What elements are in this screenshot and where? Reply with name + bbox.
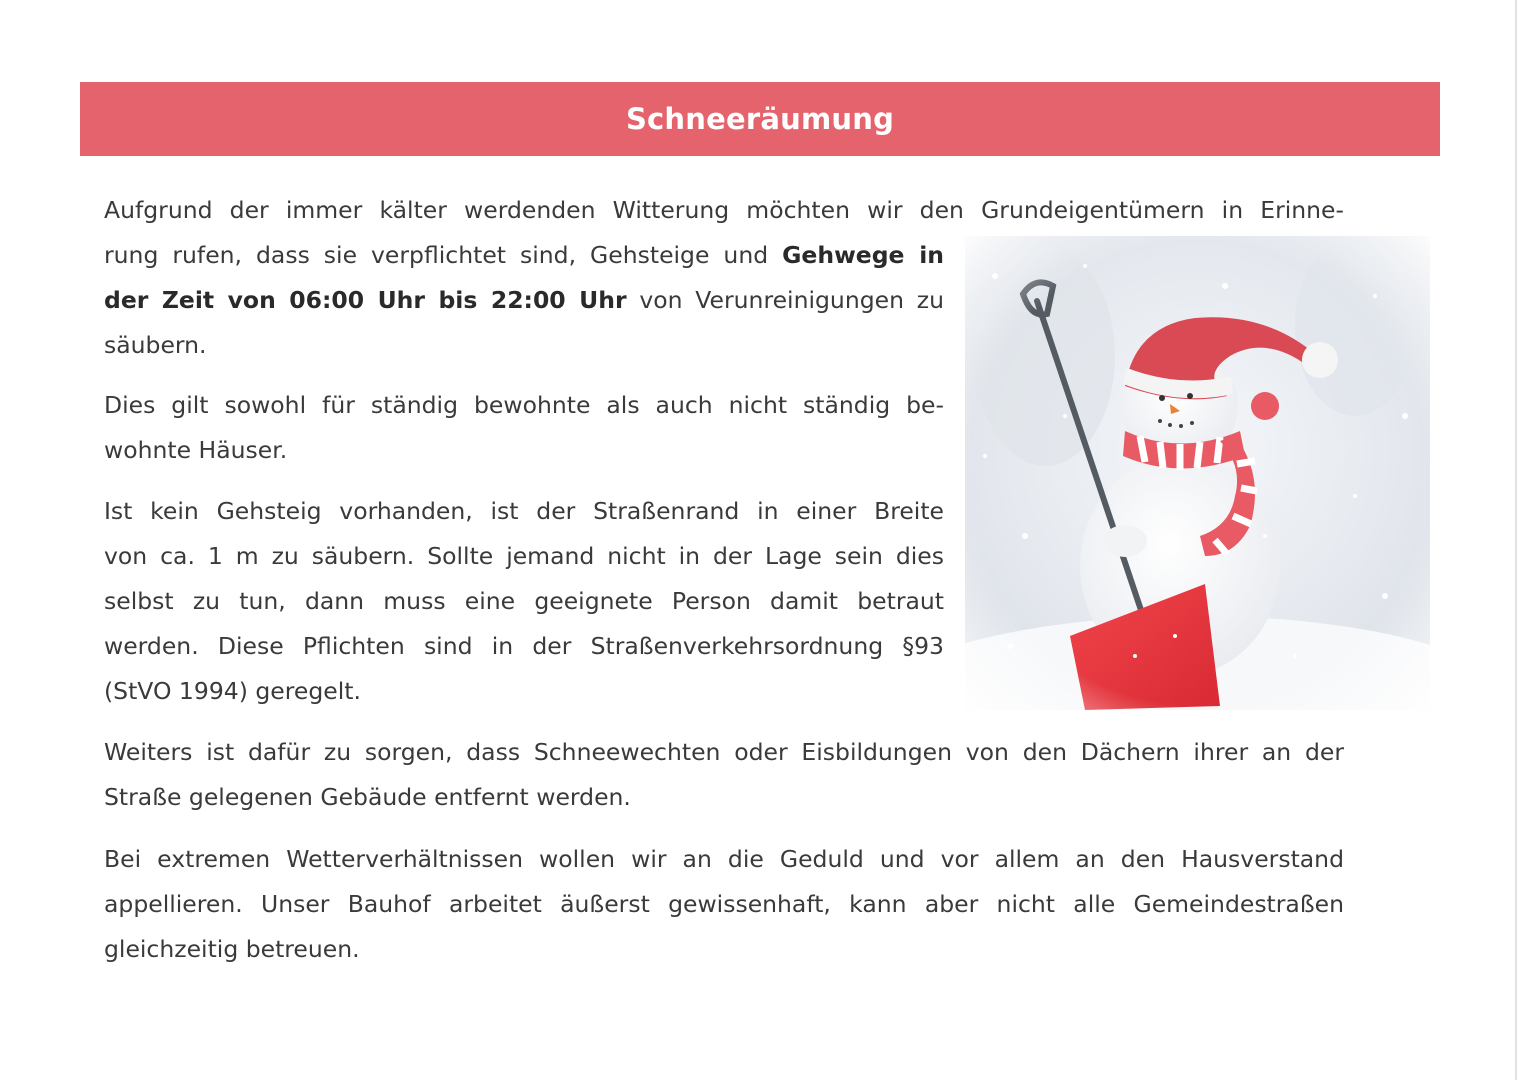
text-line: Straße gelegenen Gebäude entfernt werden. — [104, 783, 631, 811]
text-line: Aufgrund der immer kälter werdenden Witterung möchten wir den Grundeigentümern in Erinne- — [104, 196, 1344, 224]
text-line: appellieren. Unser Bauhof arbeitet äußerst gewissenhaft, kann aber nicht alle Gemeindestraßen — [104, 890, 1344, 918]
bold-text-time: der Zeit von 06:00 Uhr bis 22:00 Uhr — [104, 286, 627, 314]
text-line: werden. Diese Pflichten sind in der Straßenverkehrsordnung §93 — [104, 632, 944, 660]
page-title: Schneeräumung — [625, 102, 895, 136]
text-line: säubern. — [104, 331, 207, 359]
text-line: Ist kein Gehsteig vorhanden, ist der Straßenrand in einer Breite — [104, 497, 944, 525]
bold-text: Gehwege in — [782, 241, 944, 269]
paragraph-no-sidewalk — [104, 489, 944, 714]
text-line: selbst zu tun, dann muss eine geeignete Person damit betraut — [104, 587, 944, 615]
paragraph-intro — [104, 188, 1344, 233]
text-line: von ca. 1 m zu säubern. Sollte jemand nicht in der Lage sein dies — [104, 542, 944, 570]
text-span: rung rufen, dass sie verpflichtet sind, Gehsteige und — [104, 241, 783, 269]
text-line: (StVO 1994) geregelt. — [104, 677, 361, 705]
paragraph-weather — [104, 837, 1344, 972]
paragraph-roofs — [104, 730, 1344, 820]
snowman-with-red-shovel-photo — [965, 236, 1430, 710]
text-line — [104, 278, 944, 323]
page-edge — [1515, 0, 1517, 1080]
text-line: Weiters ist dafür zu sorgen, dass Schneewechten oder Eisbildungen von den Dächern ihrer an der — [104, 738, 1344, 766]
text-line — [104, 233, 944, 278]
paragraph-intro-cont — [104, 233, 944, 368]
title-banner — [80, 82, 1440, 156]
text-line: wohnte Häuser. — [104, 436, 288, 464]
text-line: gleichzeitig betreuen. — [104, 935, 360, 963]
paragraph-houses — [104, 383, 944, 473]
text-line: Dies gilt sowohl für ständig bewohnte als auch nicht ständig be- — [104, 391, 944, 419]
text-line: Bei extremen Wetterverhältnissen wollen wir an die Geduld und vor allem an den Hausverstand — [104, 845, 1344, 873]
text-span: von Verunreinigungen zu — [626, 286, 944, 314]
